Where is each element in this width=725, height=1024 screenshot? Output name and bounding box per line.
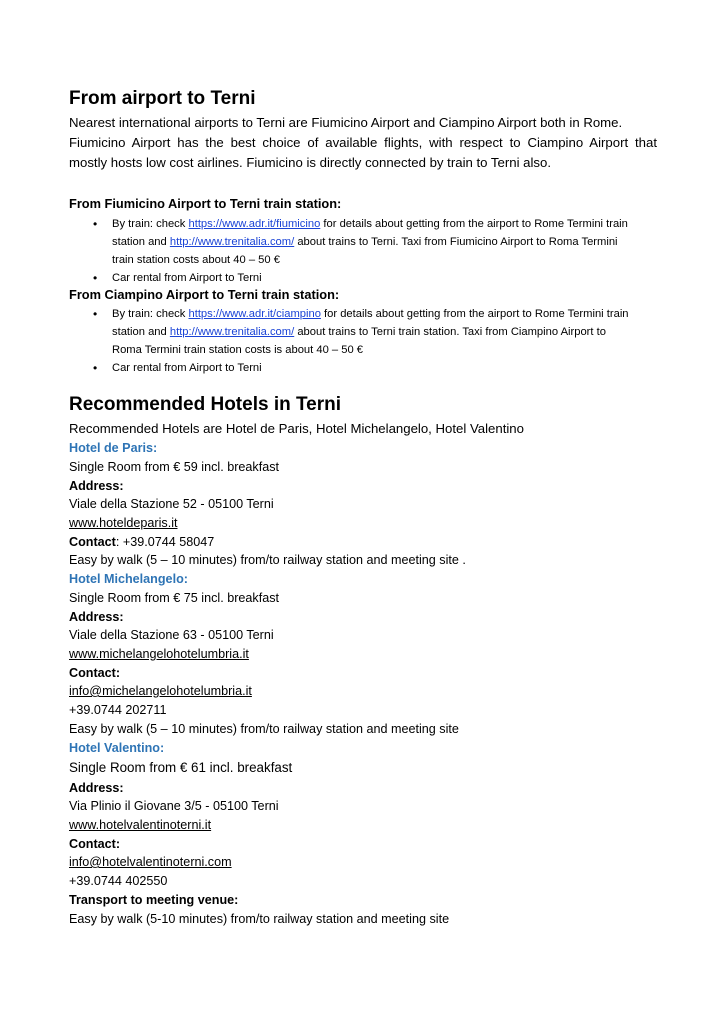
hotel-paris-website-link[interactable]: www.hoteldeparis.it	[69, 516, 178, 530]
hotel-valentino-phone: +39.0744 402550	[69, 874, 168, 888]
hotel-valentino-email-link[interactable]: info@hotelvalentinoterni.com	[69, 855, 232, 869]
hotel-paris-address: Viale della Stazione 52 - 05100 Terni	[69, 497, 274, 511]
ciampino-heading: From Ciampino Airport to Terni train station:	[69, 287, 340, 302]
hotel-michelangelo-walk: Easy by walk (5 – 10 minutes) from/to railway station and meeting site	[69, 722, 459, 736]
hotel-michelangelo-contact-label: Contact:	[69, 666, 121, 680]
hotel-valentino-walk: Easy by walk (5-10 minutes) from/to railway station and meeting site	[69, 912, 450, 926]
hotel-paris-walk: Easy by walk (5 – 10 minutes) from/to railway station and meeting site .	[69, 553, 466, 567]
hotel-paris-address-label: Address:	[69, 479, 124, 493]
hotel-michelangelo-name: Hotel Michelangelo:	[69, 572, 188, 586]
bullet-icon	[93, 269, 101, 288]
ciampino-list	[93, 305, 658, 377]
intro-line-1: Nearest international airports to Terni are Fiumicino Airport and Ciampino Airport both in Rome.	[69, 115, 623, 130]
hotel-valentino-address-label: Address:	[69, 781, 124, 795]
hotel-valentino-website-link[interactable]: www.hotelvalentinoterni.it	[69, 818, 212, 832]
hotel-valentino-room: Single Room from € 61 incl. breakfast	[69, 760, 293, 775]
hotel-paris-room: Single Room from € 59 incl. breakfast	[69, 460, 279, 474]
hotel-valentino-transport-label: Transport to meeting venue:	[69, 893, 239, 907]
fiumicino-heading: From Fiumicino Airport to Terni train station:	[69, 196, 342, 211]
section-title-hotels: Recommended Hotels in Terni	[69, 394, 342, 415]
hotel-valentino-name: Hotel Valentino:	[69, 741, 165, 755]
hotels-intro: Recommended Hotels are Hotel de Paris, Hotel Michelangelo, Hotel Valentino	[69, 421, 524, 436]
hotel-valentino-address: Via Plinio il Giovane 3/5 - 05100 Terni	[69, 799, 279, 813]
intro-line-3: mostly hosts low cost airlines. Fiumicino is directly connected by train to Terni also.	[69, 155, 552, 170]
bullet-icon	[93, 215, 101, 234]
hotel-michelangelo-room: Single Room from € 75 incl. breakfast	[69, 591, 279, 605]
hotel-michelangelo-address-label: Address:	[69, 610, 124, 624]
adr-ciampino-link[interactable]: https://www.adr.it/ciampino	[188, 308, 321, 320]
intro-line-2: Fiumicino Airport has the best choice of available flights, with respect to Ciampino Airport that	[69, 135, 657, 150]
hotel-michelangelo-address: Viale della Stazione 63 - 05100 Terni	[69, 628, 274, 642]
hotel-michelangelo-website-link[interactable]: www.michelangelohotelumbria.it	[69, 647, 249, 661]
fiumicino-list	[93, 215, 658, 287]
hotel-paris-name: Hotel de Paris:	[69, 441, 158, 455]
hotel-michelangelo-email-link[interactable]: info@michelangelohotelumbria.it	[69, 684, 252, 698]
list-item: • By train: check https://www.adr.it/ciampino for details about getting from the airport to Rome Termini train station and http://www.trenitalia.com/ about trains to Terni train station. Taxi from Ciampino Airport to Roma Termini train station costs is about 40 – 50 €	[93, 305, 658, 359]
airport-intro	[69, 113, 657, 173]
trenitalia-link[interactable]: http://www.trenitalia.com/	[169, 236, 295, 248]
adr-fiumicino-link[interactable]: https://www.adr.it/fiumicino	[188, 218, 321, 230]
hotel-valentino-contact-label: Contact:	[69, 837, 121, 851]
section-title-airport: From airport to Terni	[69, 88, 256, 109]
bullet-icon	[93, 359, 101, 378]
trenitalia-link[interactable]: http://www.trenitalia.com/	[169, 326, 295, 338]
hotel-paris-contact: Contact: +39.0744 58047	[69, 535, 215, 549]
list-item: • By train: check https://www.adr.it/fiumicino for details about getting from the airport to Rome Termini train station and http://www.trenitalia.com/ about trains to Terni. Taxi from Fiumicino Airport to Roma Termini train station costs about 40 – 50 €	[93, 215, 658, 269]
bullet-icon	[93, 305, 101, 324]
list-item: • Car rental from Airport to Terni	[93, 269, 658, 287]
hotel-michelangelo-phone: +39.0744 202711	[69, 703, 167, 717]
list-item: • Car rental from Airport to Terni	[93, 359, 658, 377]
